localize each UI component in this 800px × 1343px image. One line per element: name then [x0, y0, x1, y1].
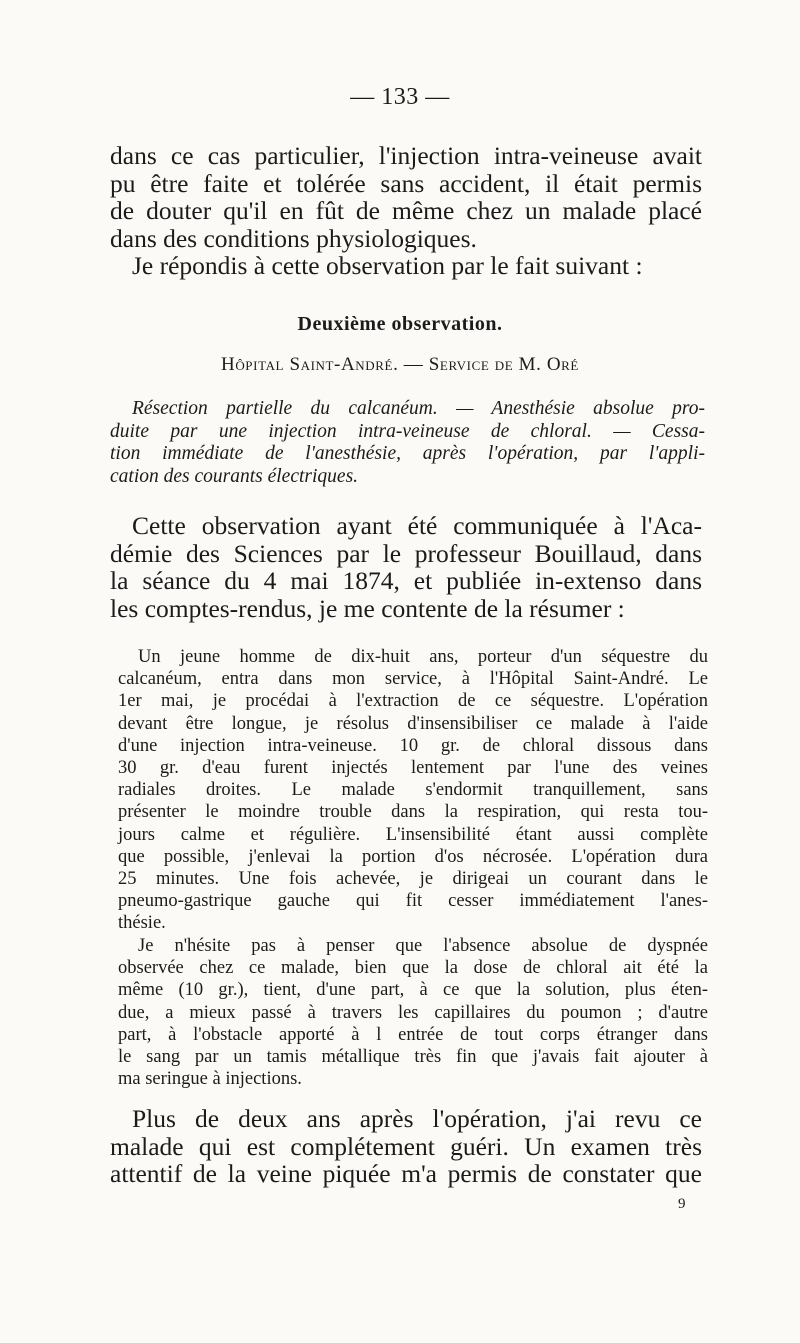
section-heading: Deuxième observation. — [297, 313, 503, 335]
case-line: devant être longue, je résolus d'insensibiliser ce malade à l'aide — [118, 713, 708, 734]
text-line: dans ce cas particulier, l'injection intra-veineuse avait — [110, 141, 702, 170]
paragraph-3 — [110, 512, 702, 622]
comment-line: observée chez ce malade, bien que la dose de chloral ait été la — [118, 958, 708, 979]
author-comment — [118, 935, 708, 1090]
summary-line: tion immédiate de l'anesthésie, après l'opération, par l'appli- — [110, 443, 705, 464]
comment-line: Je n'hésite pas à penser que l'absence absolue de dyspnée — [138, 936, 708, 956]
case-line: thésie. — [118, 913, 166, 934]
comment-line: ma seringue à injections. — [118, 1069, 302, 1090]
case-line: que possible, j'enlevai la portion d'os nécrosée. L'opération dura — [118, 846, 708, 867]
summary-line: duite par une injection intra-veineuse de chloral. — Cessa- — [110, 420, 705, 442]
text-line: de douter qu'il en fût de même chez un malade placé — [110, 196, 702, 225]
paragraph-4 — [110, 1105, 702, 1188]
summary-line: Résection partielle du calcanéum. — Anesthésie absolue pro- — [132, 398, 705, 419]
case-line: pneumo-gastrique gauche qui fit cesser immédiatement l'anes- — [118, 891, 708, 912]
text-line: Plus de deux ans après l'opération, j'ai revu ce — [132, 1104, 702, 1133]
comment-line: même (10 gr.), tient, d'une part, à ce que la solution, plus éten- — [118, 980, 708, 1001]
section-subheading: Hôpital Saint-André. — Service de M. Oré — [221, 354, 579, 375]
case-line: jours calme et régulière. L'insensibilité étant aussi complète — [118, 824, 708, 845]
summary-line: cation des courants électriques. — [110, 465, 359, 487]
comment-line: due, a mieux passé à travers les capillaires du poumon ; d'autre — [118, 1002, 708, 1023]
text-line: attentif de la veine piquée m'a permis de constater que — [110, 1159, 702, 1188]
text-line: la séance du 4 mai 1874, et publiée in-extenso dans — [110, 566, 702, 595]
page-number: — 133 — — [350, 84, 450, 110]
comment-line: part, à l'obstacle apporté à l entrée de tout corps étranger dans — [118, 1024, 708, 1045]
case-line: calcanéum, entra dans mon service, à l'Hôpital Saint-André. Le — [118, 669, 708, 690]
case-line: 25 minutes. Une fois achevée, je dirigeai un courant dans le — [118, 869, 708, 890]
text-line: dans des conditions physiologiques. — [110, 223, 477, 253]
case-line: présenter le moindre trouble dans la respiration, qui resta tou- — [118, 802, 708, 823]
case-line: d'une injection intra-veineuse. 10 gr. de chloral dissous dans — [118, 735, 708, 756]
text-line: Je répondis à cette observation par le fait suivant : — [132, 251, 643, 280]
case-summary — [110, 398, 705, 488]
text-line: malade qui est complétement guéri. Un examen très — [110, 1131, 702, 1161]
case-line: Un jeune homme de dix-huit ans, porteur d'un séquestre du — [138, 647, 708, 667]
case-line: radiales droites. Le malade s'endormit tranquillement, sans — [118, 780, 708, 801]
text-line: démie des Sciences par le professeur Bouillaud, dans — [110, 538, 702, 568]
signature-mark: 9 — [678, 1196, 686, 1212]
case-line: 1er mai, je procédai à l'extraction de ce séquestre. L'opération — [118, 691, 708, 712]
comment-line: le sang par un tamis métallique très fin que j'avais fait ajouter à — [118, 1047, 708, 1068]
case-report — [118, 646, 708, 935]
paragraph-1 — [110, 142, 702, 280]
case-line: 30 gr. d'eau furent injectés lentement par l'une des veines — [118, 758, 708, 779]
text-line: pu être faite et tolérée sans accident, il était permis — [110, 168, 702, 198]
text-line: Cette observation ayant été communiquée à l'Aca- — [132, 511, 702, 540]
text-line: les comptes-rendus, je me contente de la résumer : — [110, 593, 625, 623]
